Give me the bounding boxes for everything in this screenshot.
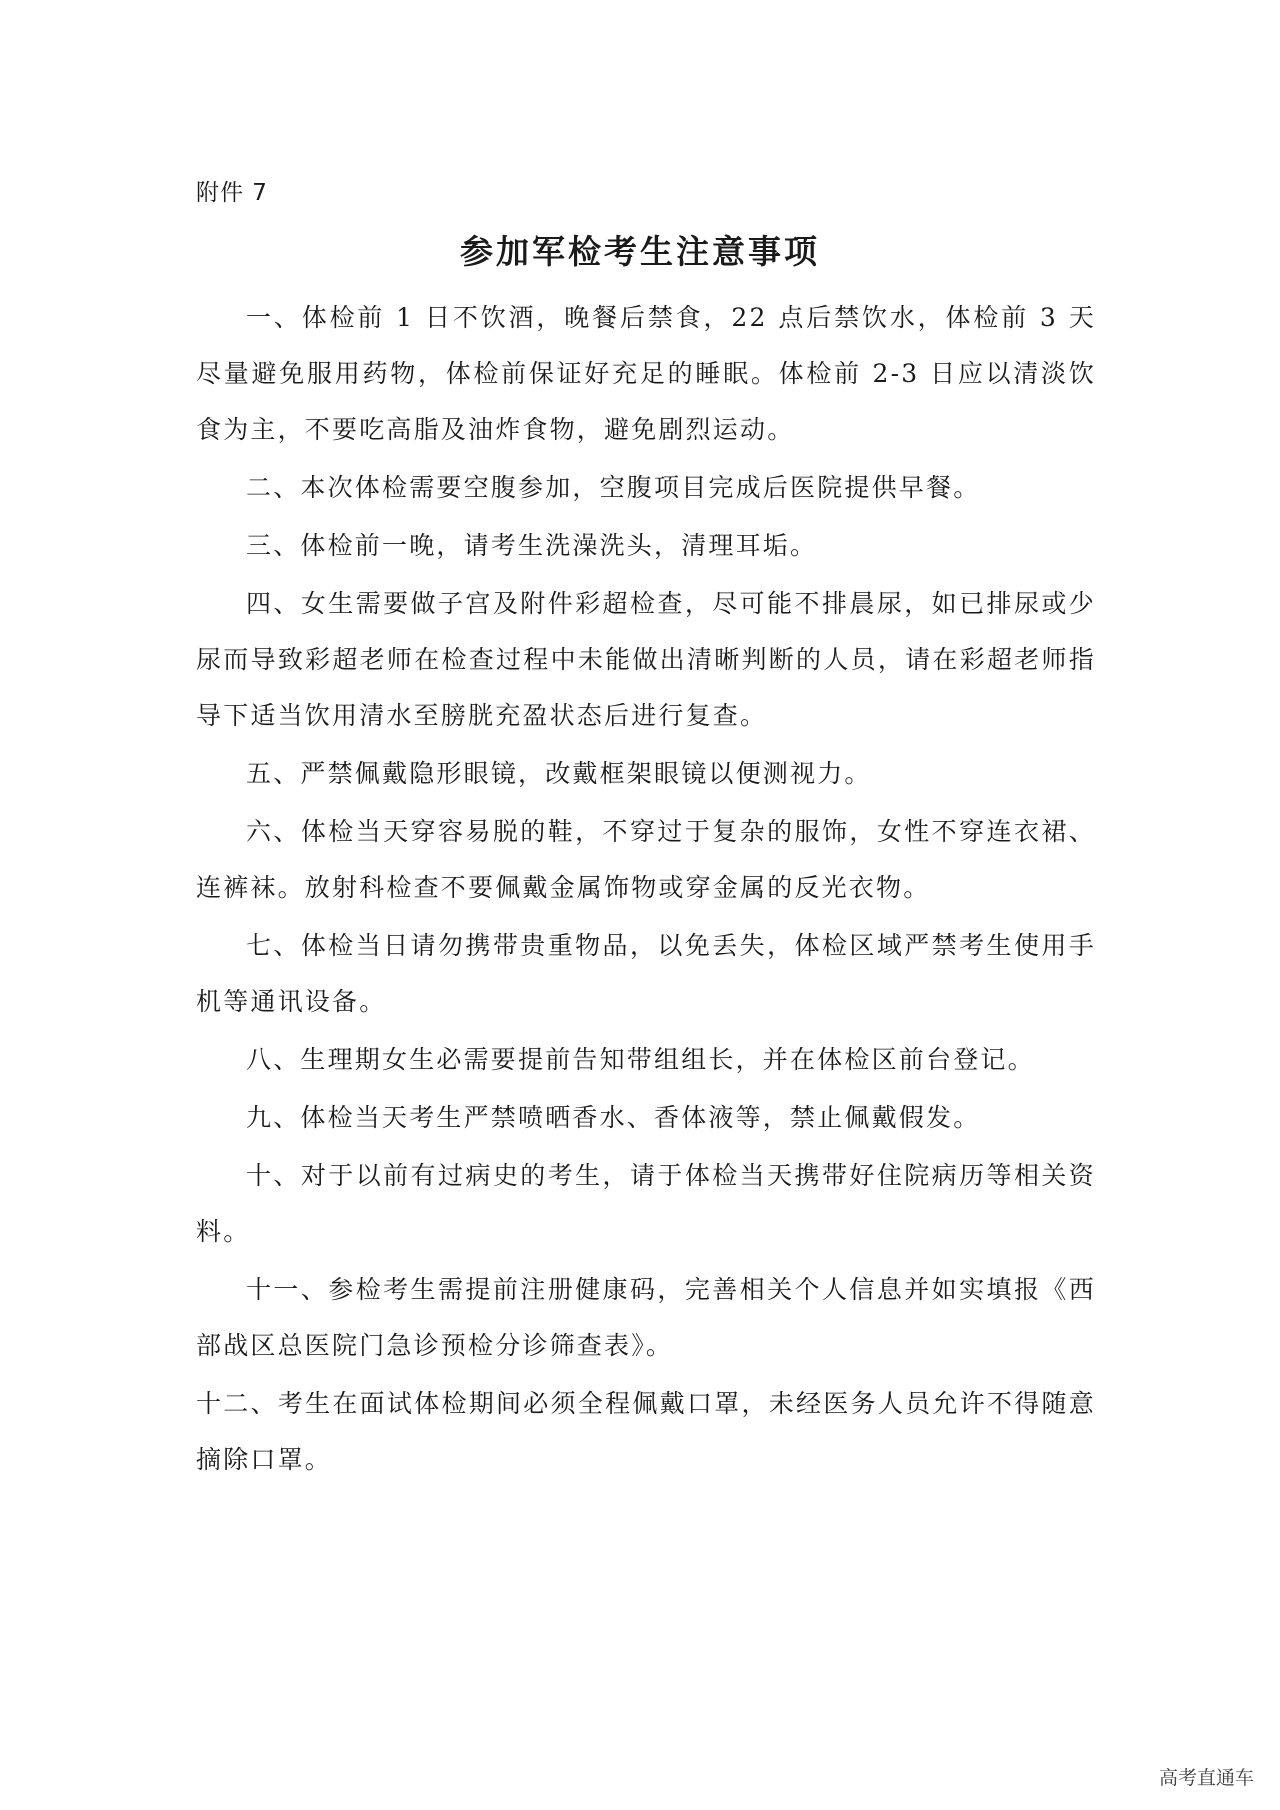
paragraph-3: 三、体检前一晚，请考生洗澡洗头，清理耳垢。	[246, 531, 818, 560]
annex-label: 附件 7	[196, 180, 268, 206]
paragraph-7: 七、体检当日请勿携带贵重物品，以免丢失，体检区域严禁考生使用手机等通讯设备。	[196, 931, 1096, 1016]
document-title: 参加军检考生注意事项	[460, 232, 820, 271]
paragraph-8: 八、生理期女生必需要提前告知带组组长，并在体检区前台登记。	[246, 1045, 1035, 1074]
paragraph-6: 六、体检当天穿容易脱的鞋，不穿过于复杂的服饰，女性不穿连衣裙、连裤袜。放射科检查不要佩戴金属饰物或穿金属的反光衣物。	[196, 817, 1096, 902]
document-body	[196, 290, 1096, 1490]
paragraph-4: 四、女生需要做子宫及附件彩超检查，尽可能不排晨尿，如已排尿或少尿而导致彩超老师在检查过程中未能做出清晰判断的人员，请在彩超老师指导下适当饮用清水至膀胱充盈状态后进行复查。	[196, 589, 1096, 730]
paragraph-12: 十二、考生在面试体检期间必须全程佩戴口罩，未经医务人员允许不得随意摘除口罩。	[196, 1389, 1096, 1474]
watermark-label: 高考直通车	[1153, 1761, 1260, 1792]
paragraph-1: 一、体检前 1 日不饮酒，晚餐后禁食，22 点后禁饮水，体检前 3 天尽量避免服用药物，体检前保证好充足的睡眠。体检前 2-3 日应以清淡饮食为主，不要吃高脂及油炸食物，避免剧烈运动。	[196, 303, 1096, 444]
paragraph-11: 十一、参检考生需提前注册健康码，完善相关个人信息并如实填报《西部战区总医院门急诊预检分诊筛查表》。	[196, 1275, 1096, 1360]
paragraph-10: 十、对于以前有过病史的考生，请于体检当天携带好住院病历等相关资料。	[196, 1161, 1096, 1246]
paragraph-5: 五、严禁佩戴隐形眼镜，改戴框架眼镜以便测视力。	[246, 759, 872, 788]
paragraph-9: 九、体检当天考生严禁喷晒香水、香体液等，禁止佩戴假发。	[246, 1103, 981, 1132]
paragraph-2: 二、本次体检需要空腹参加，空腹项目完成后医院提供早餐。	[246, 473, 981, 502]
